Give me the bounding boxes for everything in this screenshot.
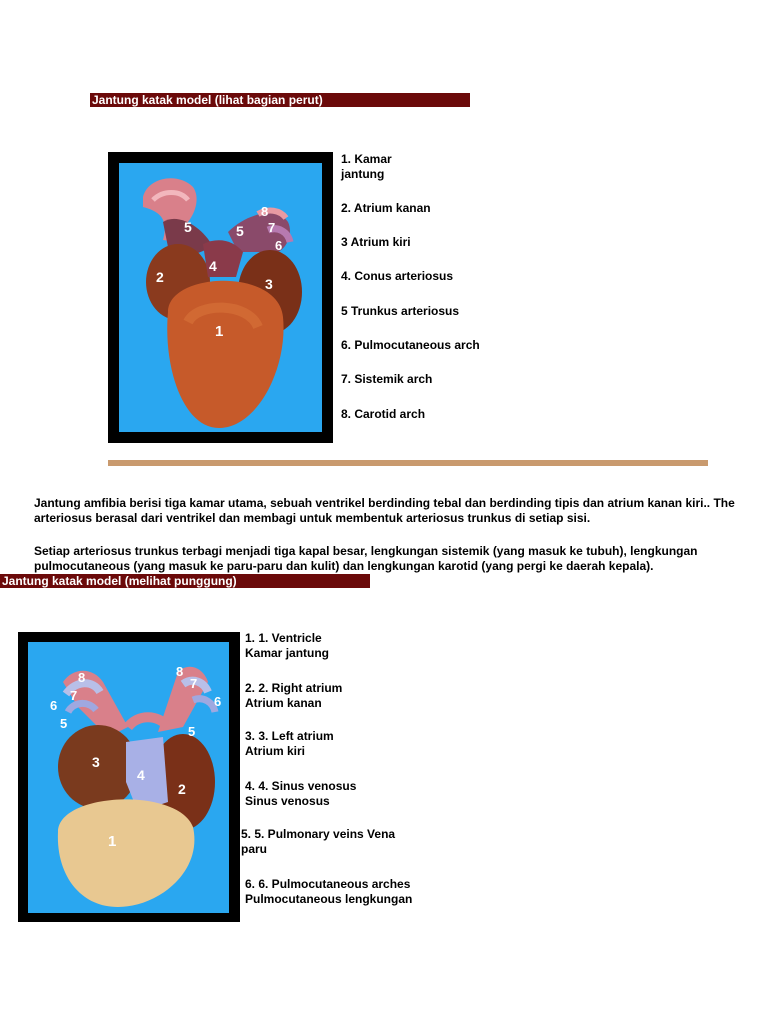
marker-3: 3 — [265, 276, 273, 292]
section-title-ventral: Jantung katak model (lihat bagian perut) — [90, 93, 470, 107]
legend-item: 6. Pulmocutaneous arch — [341, 338, 480, 352]
legend-item: 4. 4. Sinus venosus Sinus venosus — [245, 779, 357, 808]
marker-7: 7 — [70, 688, 78, 703]
marker-1: 1 — [108, 833, 117, 850]
paragraph-2: Setiap arteriosus trunkus terbagi menjadi tiga kapal besar, lengkungan sistemik (yang masuk ke tubuh), lengkungan pulmocutaneous (yang masuk ke paru-paru dan kulit) dan lengkungan karotid (yang pergi ke daerah kepala). — [34, 544, 698, 573]
legend-item: 3 Atrium kiri — [341, 235, 411, 249]
marker-8: 8 — [78, 670, 86, 685]
section-divider — [108, 460, 708, 466]
marker-1: 1 — [215, 323, 224, 340]
marker-2: 2 — [156, 269, 164, 285]
legend-item: 5. 5. Pulmonary veins Vena paru — [241, 827, 396, 856]
marker-7: 7 — [268, 220, 276, 235]
section-title-dorsal: Jantung katak model (melihat punggung) — [0, 574, 370, 588]
marker-3: 3 — [92, 754, 100, 770]
marker-8: 8 — [261, 204, 269, 219]
marker-6: 6 — [50, 698, 58, 713]
marker-6: 6 — [275, 238, 283, 253]
dorsal-heart-photo — [18, 632, 240, 922]
legend-item: 8. Carotid arch — [341, 407, 426, 421]
legend-item: 2. 2. Right atrium Atrium kanan — [245, 681, 343, 710]
marker-5: 5 — [236, 223, 244, 239]
paragraph-1: Jantung amfibia berisi tiga kamar utama, sebuah ventrikel berdinding tebal dan berdinding tipis dan atrium kanan kiri.. The arteriosus berasal dari ventrikel dan membagi untuk membentuk arteriosus trunkus di setiap sisi. — [34, 496, 735, 525]
legend-item: 4. Conus arteriosus — [341, 269, 454, 283]
marker-5: 5 — [188, 724, 196, 739]
marker-4: 4 — [137, 767, 145, 783]
legend-item: 5 Trunkus arteriosus — [341, 304, 460, 318]
marker-2: 2 — [178, 781, 186, 797]
legend-item: 7. Sistemik arch — [341, 372, 433, 386]
marker-4: 4 — [209, 258, 217, 274]
ventral-heart-photo — [108, 152, 333, 443]
marker-5: 5 — [60, 716, 68, 731]
dorsal-heart-illustration — [18, 632, 240, 922]
legend-item: 6. 6. Pulmocutaneous arches Pulmocutaneous lengkungan — [245, 877, 413, 906]
marker-6: 6 — [214, 694, 222, 709]
marker-8: 8 — [176, 664, 184, 679]
legend-item: 1. 1. Ventricle Kamar jantung — [245, 631, 330, 660]
legend-item: 3. 3. Left atrium Atrium kiri — [245, 729, 334, 758]
ventral-heart-illustration — [108, 152, 333, 443]
legend-item: 2. Atrium kanan — [341, 201, 431, 215]
marker-7: 7 — [190, 676, 198, 691]
marker-5: 5 — [184, 219, 192, 235]
legend-item: 1. Kamar jantung — [341, 152, 392, 181]
